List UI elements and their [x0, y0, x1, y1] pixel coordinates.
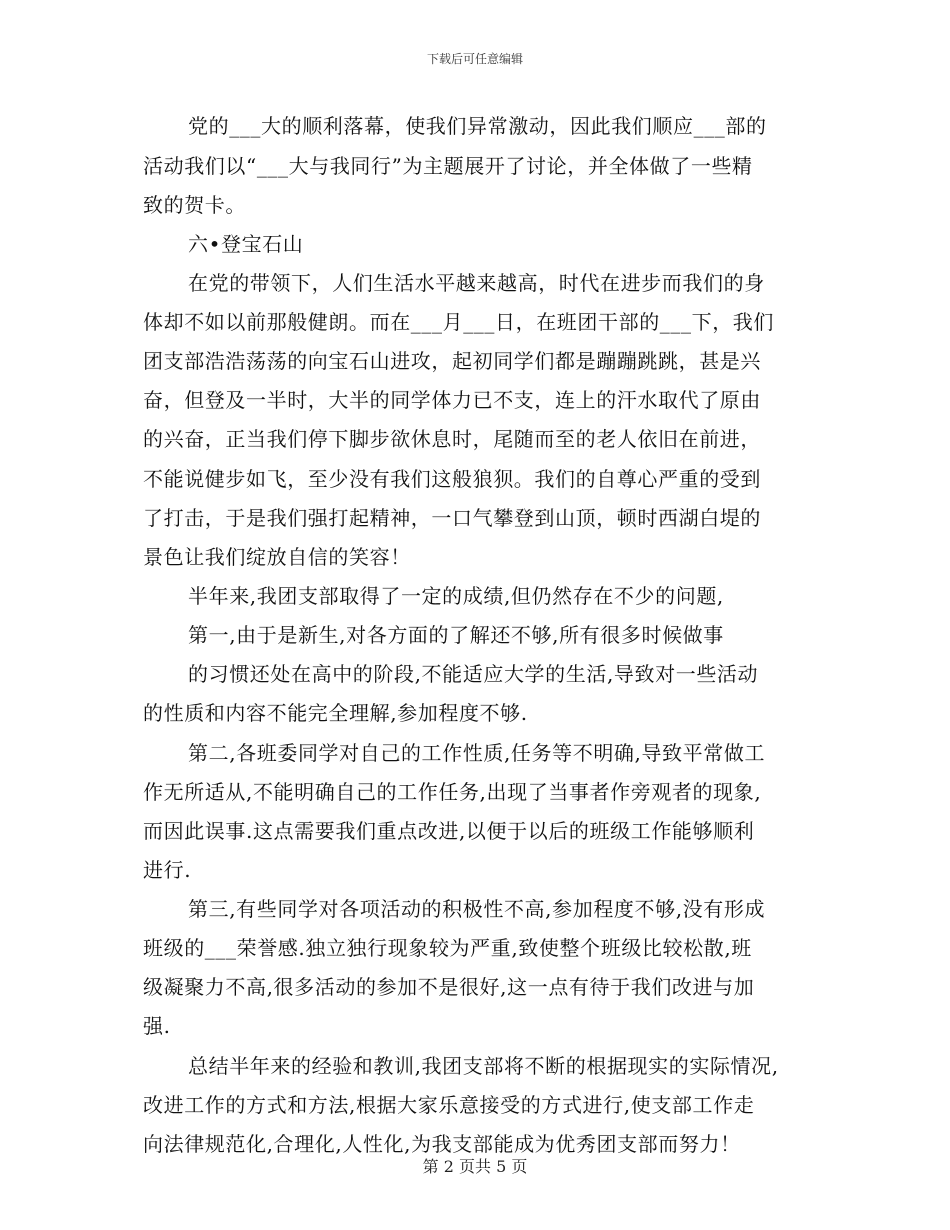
page-header: 下载后可任意编辑 — [426, 52, 523, 66]
text-line: 的兴奋，正当我们停下脚步欲休息时，尾随而至的老人依旧在前进， — [143, 427, 761, 451]
text-line: 向法律规范化,合理化,人性化,为我支部能成为优秀团支部而努力！ — [143, 1132, 741, 1156]
text-line: 的性质和内容不能完全理解,参加程度不够. — [143, 701, 528, 725]
text-line: 的习惯还处在高中的阶段,不能适应大学的生活,导致对一些活动 — [188, 662, 759, 686]
text-line: 强. — [143, 1014, 171, 1038]
text-line: 体却不如以前那般健朗。而在___月___日，在班团干部的___下，我们 — [143, 310, 774, 334]
text-line: 在党的带领下，人们生活水平越来越高，时代在进步而我们的身 — [188, 271, 765, 295]
text-line: 不能说健步如飞，至少没有我们这般狼狈。我们的自尊心严重的受到 — [143, 467, 761, 491]
text-line: 进行. — [143, 858, 192, 882]
text-line: 第三,有些同学对各项活动的积极性不高,参加程度不够,没有形成 — [188, 897, 766, 921]
text-line: 致的贺卡。 — [143, 193, 246, 217]
text-line: 班级的___荣誉感.独立独行现象较为严重,致使整个班级比较松散,班 — [143, 936, 752, 960]
text-line: 第二,各班委同学对自己的工作性质,任务等不明确,导致平常做工 — [188, 741, 766, 765]
text-line: 改进工作的方式和方法,根据大家乐意接受的方式进行,使支部工作走 — [143, 1093, 755, 1117]
text-line: 总结半年来的经验和教训,我团支部将不断的根据现实的实际情况, — [188, 1054, 779, 1078]
text-line: 作无所适从,不能明确自己的工作任务,出现了当事者作旁观者的现象, — [143, 780, 762, 804]
text-line: 活动我们以“___大与我同行”为主题展开了讨论，并全体做了一些精 — [143, 154, 753, 178]
text-line: 而因此误事.这点需要我们重点改进,以便于以后的班级工作能够顺利 — [143, 819, 755, 843]
text-line: 半年来,我团支部取得了一定的成绩,但仍然存在不少的问题, — [188, 584, 724, 608]
text-line: 党的___大的顺利落幕，使我们异常激动，因此我们顺应___部的 — [188, 114, 767, 138]
text-line: 团支部浩浩荡荡的向宝石山进攻，起初同学们都是蹦蹦跳跳，甚是兴 — [143, 349, 761, 373]
text-line: 了打击，于是我们强打起精神，一口气攀登到山顶，顿时西湖白堤的 — [143, 506, 761, 530]
text-line: 景色让我们绽放自信的笑容！ — [143, 545, 411, 569]
page-footer: 第 2 页共 5 页 — [422, 1157, 528, 1176]
section-heading: 六•登宝石山 — [188, 232, 304, 256]
text-line: 第一,由于是新生,对各方面的了解还不够,所有很多时候做事 — [188, 623, 724, 647]
text-line: 奋，但登及一半时，大半的同学体力已不支，连上的汗水取代了原由 — [143, 388, 761, 412]
text-line: 级凝聚力不高,很多活动的参加不是很好,这一点有待于我们改进与加 — [143, 975, 755, 999]
